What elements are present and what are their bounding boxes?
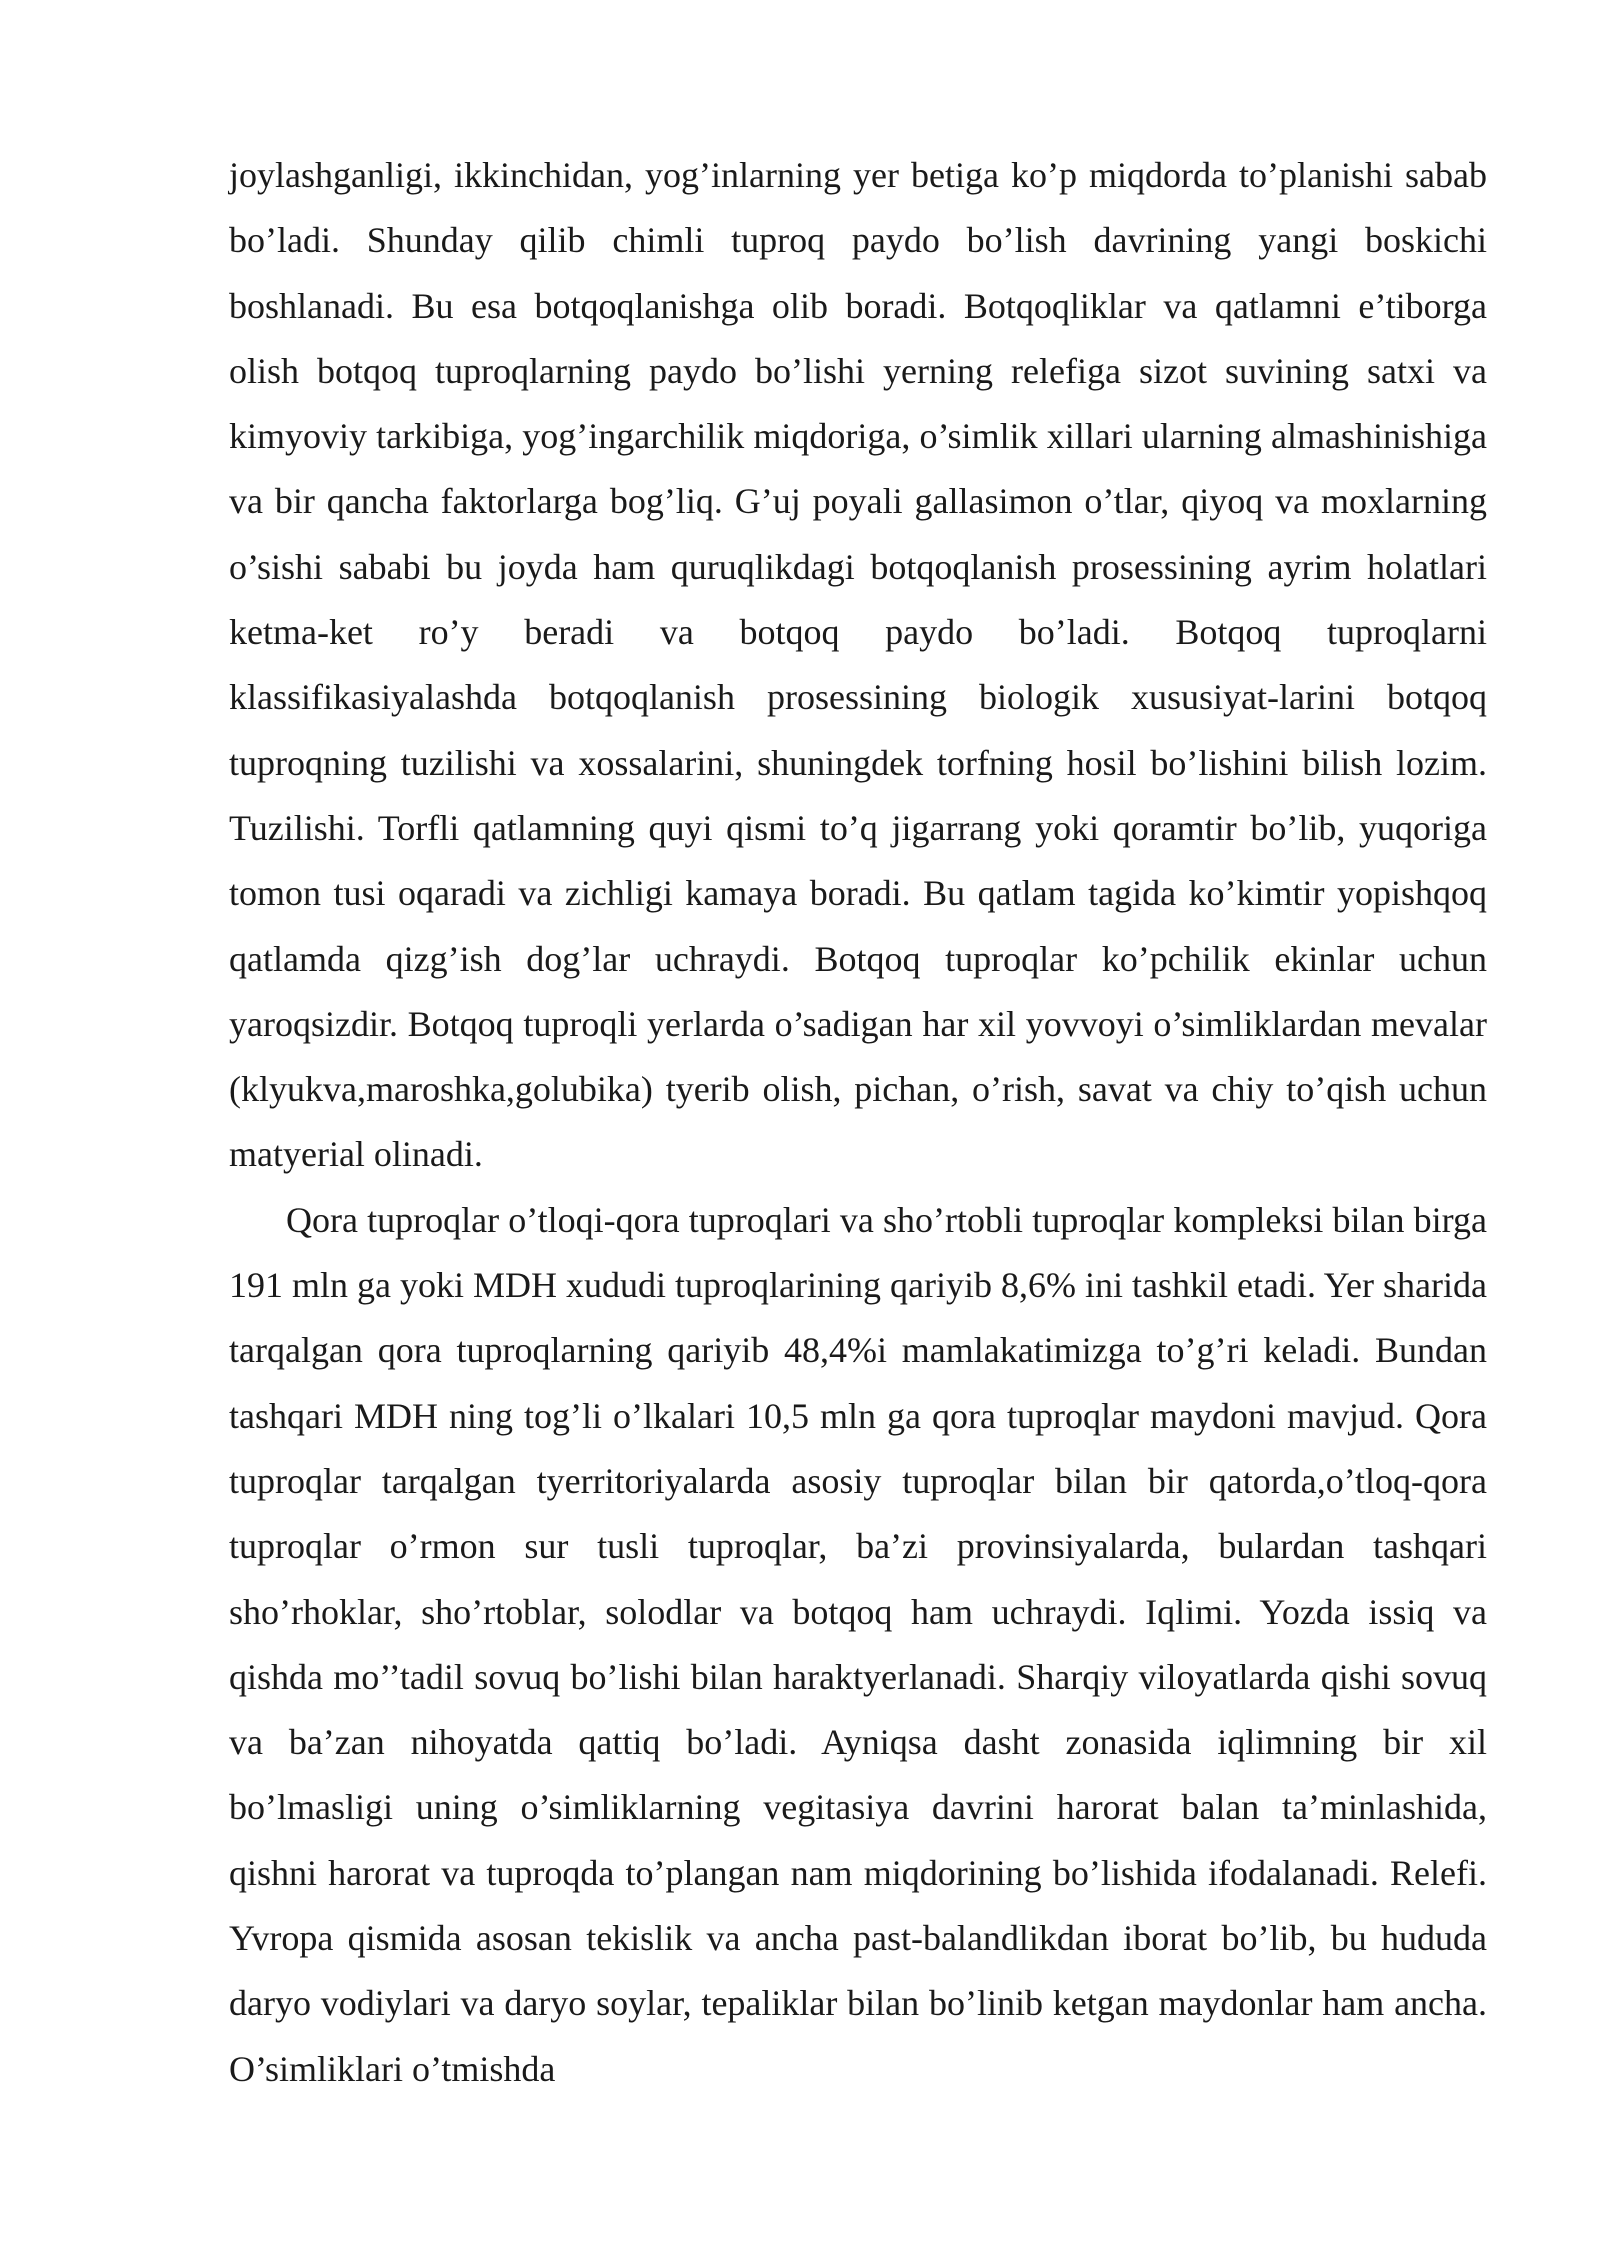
body-text (229, 143, 1487, 2102)
paragraph-1: joylashganligi, ikkinchidan, yog’inlarning yer betiga ko’p miqdorda to’planishi sabab bo’ladi. Shunday qilib chimli tuproq paydo bo’lish davrining yangi boskichi boshlanadi. Bu esa botqoqlanishga olib boradi. Botqoqliklar va qatlamni e’tiborga olish botqoq tuproqlarning paydo bo’lishi yerning relefiga sizot suvining satxi va kimyoviy tarkibiga, yog’ingarchilik miqdoriga, o’simlik xillari ularning almashinishiga va bir qancha faktorlarga bog’liq. G’uj poyali gallasimon o’tlar, qiyoq va moxlarning o’sishi sababi bu joyda ham quruqlikdagi botqoqlanish prosessining ayrim holatlari ketma-ket ro’y beradi va botqoq paydo bo’ladi. Botqoq tuproqlarni klassifikasiyalashda botqoqlanish prosessining biologik xususiyat-larini botqoq tuproqning tuzilishi va xossalarini, shuningdek torfning hosil bo’lishini bilish lozim. Tuzilishi. Torfli qatlamning quyi qismi to’q jigarrang yoki qoramtir bo’lib, yuqoriga tomon tusi oqaradi va zichligi kamaya boradi. Bu qatlam tagida ko’kimtir yopishqoq qatlamda qizg’ish dog’lar uchraydi. Botqoq tuproqlar ko’pchilik ekinlar uchun yaroqsizdir. Botqoq tuproqli yerlarda o’sadigan har xil yovvoyi o’simliklardan mevalar (klyukva,maroshka,golubika) tyerib olish, pichan, o’rish, savat va chiy to’qish uchun matyerial olinadi. (229, 155, 1487, 1175)
paragraph-2: Qora tuproqlar o’tloqi-qora tuproqlari va sho’rtobli tuproqlar kompleksi bilan birga 191 mln ga yoki MDH xududi tuproqlarining qariyib 8,6% ini tashkil etadi. Yer sharida tarqalgan qora tuproqlarning qariyib 48,4%i mamlakatimizga to’g’ri keladi. Bundan tashqari MDH ning tog’li o’lkalari 10,5 mln ga qora tuproqlar maydoni mavjud. Qora tuproqlar tarqalgan tyerritoriyalarda asosiy tuproqlar bilan bir qatorda,o’tloq-qora tuproqlar o’rmon sur tusli tuproqlar, ba’zi provinsiyalarda, bulardan tashqari sho’rhoklar, sho’rtoblar, solodlar va botqoq ham uchraydi. Iqlimi. Yozda issiq va qishda mo’’tadil sovuq bo’lishi bilan haraktyerlanadi. Sharqiy viloyatlarda qishi sovuq va ba’zan nihoyatda qattiq bo’ladi. Ayniqsa dasht zonasida iqlimning bir xil bo’lmasligi uning o’simliklarning vegitasiya davrini harorat balan ta’minlashida, qishni harorat va tuproqda to’plangan nam miqdorining bo’lishida ifodalanadi. Relefi. Yvropa qismida asosan tekislik va ancha past-balandlikdan iborat bo’lib, bu hududa daryo vodiylari va daryo soylar, tepaliklar bilan bo’linib ketgan maydonlar ham ancha. O’simliklari o’tmishda (229, 1199, 1487, 2089)
